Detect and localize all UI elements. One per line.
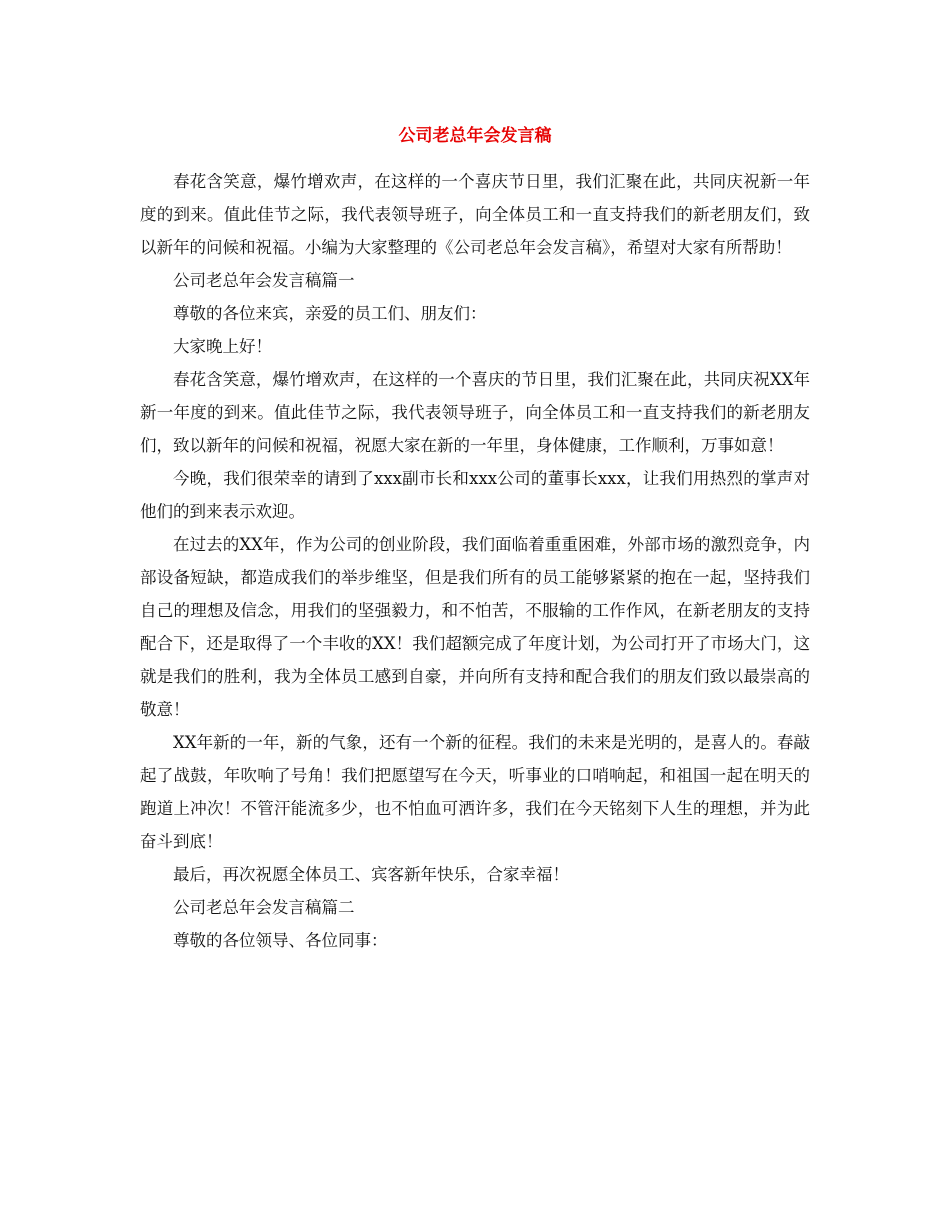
speech-paragraph-1: 春花含笑意，爆竹增欢声，在这样的一个喜庆的节日里，我们汇聚在此，共同庆祝XX年新一年度的到来。值此佳节之际，我代表领导班子，向全体员工和一直支持我们的新老朋友们，致以新年的问候和祝福，祝愿大家在新的一年里，身体健康，工作顺利，万事如意！ — [140, 370, 810, 455]
greeting: 大家晚上好！ — [173, 337, 272, 356]
document-title: 公司老总年会发言稿 — [398, 126, 552, 146]
salutation-2: 尊敬的各位领导、各位同事： — [173, 931, 388, 950]
closing-paragraph: 最后，再次祝愿全体员工、宾客新年快乐，合家幸福！ — [173, 865, 569, 884]
speech-paragraph-2: 今晚，我们很荣幸的请到了xxx副市长和xxx公司的董事长xxx，让我们用热烈的掌声对他们的到来表示欢迎。 — [140, 469, 810, 521]
speech-paragraph-4: XX年新的一年，新的气象，还有一个新的征程。我们的未来是光明的，是喜人的。春敲起了战鼓，年吹响了号角！我们把愿望写在今天，听事业的口哨响起，和祖国一起在明天的跑道上冲次！不管汗能流多少，也不怕血可洒许多，我们在今天铭刻下人生的理想，并为此奋斗到底！ — [140, 733, 810, 851]
document-body — [140, 165, 810, 957]
speech-paragraph-3: 在过去的XX年，作为公司的创业阶段，我们面临着重重困难，外部市场的激烈竞争，内部设备短缺，都造成我们的举步维坚，但是我们所有的员工能够紧紧的抱在一起，坚持我们自己的理想及信念，用我们的坚强毅力，和不怕苦，不服输的工作作风，在新老朋友的支持配合下，还是取得了一个丰收的XX！我们超额完成了年度计划，为公司打开了市场大门，这就是我们的胜利，我为全体员工感到自豪，并向所有支持和配合我们的朋友们致以最崇高的敬意！ — [140, 535, 810, 719]
salutation-1: 尊敬的各位来宾，亲爱的员工们、朋友们： — [173, 304, 487, 323]
intro-paragraph: 春花含笑意，爆竹增欢声，在这样的一个喜庆节日里，我们汇聚在此，共同庆祝新一年度的到来。值此佳节之际，我代表领导班子，向全体员工和一直支持我们的新老朋友们，致以新年的问候和祝福。小编为大家整理的《公司老总年会发言稿》，希望对大家有所帮助！ — [140, 172, 810, 257]
section-heading-2: 公司老总年会发言稿篇二 — [173, 898, 355, 917]
section-heading-1: 公司老总年会发言稿篇一 — [173, 271, 355, 290]
